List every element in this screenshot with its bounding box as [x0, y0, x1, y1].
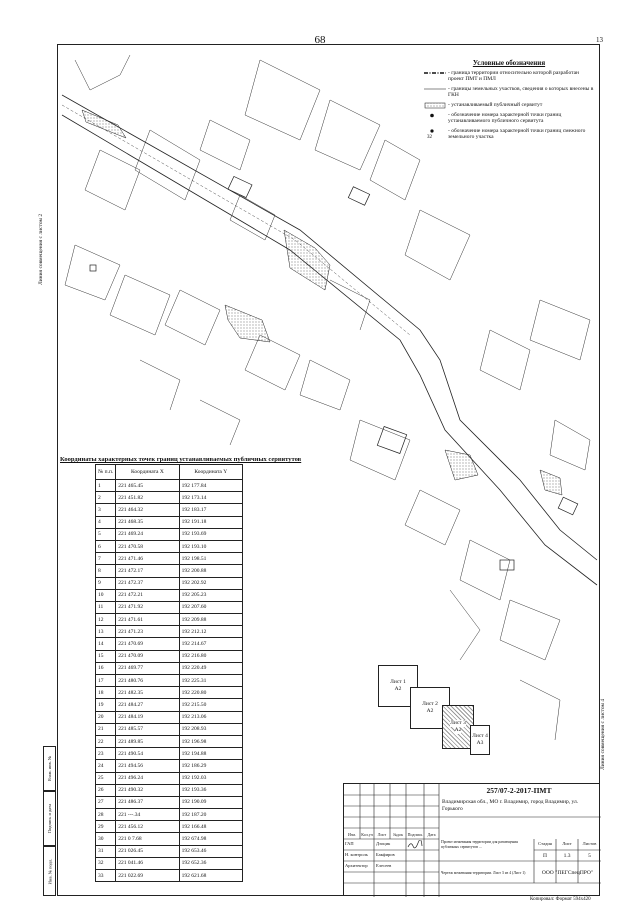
table-row: [96, 845, 243, 857]
point-number-cell: 20: [96, 711, 116, 723]
table-row: [96, 565, 243, 577]
x-coordinate-cell: 221 465.45: [116, 480, 179, 492]
legend-text: - граница территории относительно которой разработан проект ПМТ и ПМЛ: [448, 69, 579, 82]
stage-headers: Стадия Лист Листов: [538, 841, 597, 846]
x-coordinate-cell: 221 490.54: [116, 748, 179, 760]
table-row: [96, 821, 243, 833]
table-header-row: [96, 465, 243, 480]
x-coordinate-cell: 221 494.56: [116, 760, 179, 772]
x-coordinate-cell: 221 472.17: [116, 565, 179, 577]
point-number-cell: 30: [96, 833, 116, 845]
x-coordinate-cell: 221 496.24: [116, 772, 179, 784]
y-coordinate-cell: 192 177.84: [179, 480, 242, 492]
x-coordinate-cell: 221 470.69: [116, 638, 179, 650]
strip-cell: Подпись и дата: [43, 791, 56, 846]
sheet-3: Лист 3 А2: [442, 705, 474, 749]
point-number-cell: 4: [96, 516, 116, 528]
x-coordinate-cell: 221 026.45: [116, 845, 179, 857]
x-coordinate-cell: 221 471.61: [116, 614, 179, 626]
table-row: [96, 675, 243, 687]
point-number-cell: 12: [96, 614, 116, 626]
y-coordinate-cell: 192 209.88: [179, 614, 242, 626]
x-coordinate-cell: 221 490.32: [116, 784, 179, 796]
x-coordinate-cell: 221 482.35: [116, 687, 179, 699]
x-coordinate-cell: 221 472.21: [116, 589, 179, 601]
table-row: [96, 480, 243, 492]
table-row: [96, 589, 243, 601]
point-number-cell: 28: [96, 809, 116, 821]
x-coordinate-cell: 221 451.82: [116, 492, 179, 504]
table-row: [96, 784, 243, 796]
point-number-cell: 10: [96, 589, 116, 601]
project-location: Владимирская обл., МО г. Владимир, город Владимир, ул. Горького: [442, 799, 579, 812]
sheet-2: Лист 2 А2: [410, 687, 450, 729]
project-description: Проект межевания территории для размещения публичных сервитутов ...: [441, 840, 518, 849]
sheet-1: Лист 1 А2: [378, 665, 418, 707]
table-row: [96, 699, 243, 711]
y-coordinate-cell: 192 194.88: [179, 748, 242, 760]
point-number-cell: 17: [96, 675, 116, 687]
y-coordinate-cell: 192 166.48: [179, 821, 242, 833]
x-coordinate-cell: 221 469.77: [116, 662, 179, 674]
x-coordinate-cell: 221 470.09: [116, 650, 179, 662]
col-header: Координата Y: [179, 465, 242, 480]
point-number-cell: 7: [96, 553, 116, 565]
point-number-cell: 11: [96, 601, 116, 613]
role-norm: Н. контроль: [345, 852, 368, 857]
y-coordinate-cell: 192 193.10: [179, 540, 242, 552]
point-number-cell: 31: [96, 845, 116, 857]
col-header: Координата X: [116, 465, 179, 480]
table-row: [96, 833, 243, 845]
point-number-cell: 5: [96, 528, 116, 540]
y-coordinate-cell: 192 213.06: [179, 711, 242, 723]
legend: [424, 60, 594, 144]
y-coordinate-cell: 192 200.88: [179, 565, 242, 577]
y-coordinate-cell: 192 621.68: [179, 870, 242, 882]
name-arch: Елесеев: [376, 863, 392, 868]
point-number-cell: 26: [96, 784, 116, 796]
x-coordinate-cell: 221 484.19: [116, 711, 179, 723]
sheet-4: Лист 4 А3: [470, 725, 490, 755]
boundary-symbol: [424, 70, 448, 77]
name-norm: Бакфиров: [376, 852, 395, 857]
table-row: [96, 760, 243, 772]
table-row: [96, 711, 243, 723]
x-coordinate-cell: 221 0 7.68: [116, 833, 179, 845]
col-header: № п.п.: [96, 465, 116, 480]
table-row: [96, 614, 243, 626]
legend-item: [424, 102, 594, 109]
role-arch: Архитектор: [345, 863, 368, 868]
legend-item: [424, 70, 594, 83]
table-row: [96, 809, 243, 821]
servitude-symbol: [424, 102, 448, 109]
point-number-cell: 3: [96, 504, 116, 516]
point-number-cell: 27: [96, 796, 116, 808]
project-code: 257/07-2-2017-ПМТ: [486, 786, 552, 795]
page-number: 68: [314, 34, 326, 46]
coords-table: [95, 464, 243, 882]
title-block: [343, 783, 600, 896]
table-row: [96, 723, 243, 735]
y-coordinate-cell: 192 187.20: [179, 809, 242, 821]
approval-strip: [43, 746, 57, 896]
point-number-cell: 23: [96, 748, 116, 760]
table-row: [96, 516, 243, 528]
x-coordinate-cell: 221 480.76: [116, 675, 179, 687]
strip-cell: Взам. инв. №: [43, 746, 56, 791]
point-number-cell: 21: [96, 723, 116, 735]
x-coordinate-cell: 221 489.85: [116, 735, 179, 747]
y-coordinate-cell: 192 190.09: [179, 796, 242, 808]
legend-title: Условные обозначения: [472, 59, 546, 67]
stage-values: П 1.3 5: [543, 853, 591, 859]
legend-item: [424, 112, 594, 125]
y-coordinate-cell: 192 215.50: [179, 699, 242, 711]
y-coordinate-cell: 192 674.98: [179, 833, 242, 845]
point-number-cell: 24: [96, 760, 116, 772]
table-row: [96, 577, 243, 589]
point-number-cell: 14: [96, 638, 116, 650]
y-coordinate-cell: 192 212.12: [179, 626, 242, 638]
adjacent-point-symbol: [424, 128, 448, 138]
point-number-cell: 16: [96, 662, 116, 674]
point-number-cell: 9: [96, 577, 116, 589]
x-coordinate-cell: 221 471.23: [116, 626, 179, 638]
x-coordinate-cell: 221 484.27: [116, 699, 179, 711]
x-coordinate-cell: 221 456.12: [116, 821, 179, 833]
table-row: [96, 638, 243, 650]
coords-title: Координаты характерных точек границ устанавливаемых публичных сервитутов: [60, 456, 302, 463]
point-number-cell: 29: [96, 821, 116, 833]
legend-text: - обозначение номера характерной точки границ смежного земельного участка: [448, 127, 586, 140]
point-number-cell: 6: [96, 540, 116, 552]
y-coordinate-cell: 192 216.80: [179, 650, 242, 662]
table-row: [96, 735, 243, 747]
point-number-cell: 2: [96, 492, 116, 504]
match-line-left: Линия совмещения с листом 2: [38, 213, 44, 285]
name-gap: Дзоцик: [376, 841, 391, 846]
table-row: [96, 650, 243, 662]
role-gap: ГАП: [345, 841, 354, 846]
x-coordinate-cell: 221 464.32: [116, 504, 179, 516]
y-coordinate-cell: 192 205.23: [179, 589, 242, 601]
x-coordinate-cell: 221 041.46: [116, 857, 179, 869]
point-number-cell: 33: [96, 870, 116, 882]
y-coordinate-cell: 192 208.93: [179, 723, 242, 735]
x-coordinate-cell: 221 ---.34: [116, 809, 179, 821]
y-coordinate-cell: 192 198.51: [179, 553, 242, 565]
match-line-right: Линия совмещения с листом 4: [600, 698, 606, 770]
x-coordinate-cell: 221 471.46: [116, 553, 179, 565]
x-coordinate-cell: 221 486.37: [116, 796, 179, 808]
signature: [407, 840, 423, 850]
legend-text: - устанавливаемый публичный сервитут: [448, 101, 543, 108]
sheets-layout: [378, 665, 488, 755]
point-number-cell: 13: [96, 626, 116, 638]
svg-text:32: 32: [427, 134, 432, 138]
corner-number: 13: [596, 36, 603, 44]
table-row: [96, 553, 243, 565]
y-coordinate-cell: 192 207.60: [179, 601, 242, 613]
x-coordinate-cell: 221 471.92: [116, 601, 179, 613]
y-coordinate-cell: 192 202.92: [179, 577, 242, 589]
y-coordinate-cell: 192 653.46: [179, 845, 242, 857]
strip-cell: Инв. № подл.: [43, 846, 56, 896]
y-coordinate-cell: 192 220.49: [179, 662, 242, 674]
table-row: [96, 870, 243, 882]
table-row: [96, 601, 243, 613]
parcel-symbol: [424, 86, 448, 93]
point-number-cell: 32: [96, 857, 116, 869]
y-coordinate-cell: 192 225.31: [179, 675, 242, 687]
point-number-cell: 22: [96, 735, 116, 747]
point-number-cell: 8: [96, 565, 116, 577]
stamp-col-headers: Изм. Кол.уч Лист №док Подпись Дата: [348, 832, 436, 837]
company-name: ООО "ПЕГСпецПРО": [541, 870, 594, 876]
x-coordinate-cell: 221 470.58: [116, 540, 179, 552]
y-coordinate-cell: 192 193.36: [179, 784, 242, 796]
y-coordinate-cell: 192 183.17: [179, 504, 242, 516]
y-coordinate-cell: 192 214.67: [179, 638, 242, 650]
y-coordinate-cell: 192 652.36: [179, 857, 242, 869]
y-coordinate-cell: 192 173.14: [179, 492, 242, 504]
point-number-cell: 25: [96, 772, 116, 784]
table-row: [96, 748, 243, 760]
y-coordinate-cell: 192 191.18: [179, 516, 242, 528]
table-row: [96, 528, 243, 540]
point-number-cell: 15: [96, 650, 116, 662]
legend-item: [424, 86, 594, 99]
point-number-cell: 1: [96, 480, 116, 492]
point-number-cell: 18: [96, 687, 116, 699]
table-row: [96, 772, 243, 784]
y-coordinate-cell: 192 193.69: [179, 528, 242, 540]
y-coordinate-cell: 192 220.80: [179, 687, 242, 699]
point-symbol: [424, 112, 448, 119]
table-row: [96, 540, 243, 552]
y-coordinate-cell: 192 186.29: [179, 760, 242, 772]
drawing-title: Чертеж межевания территории. Лист 3 из 4 (Лист 1): [441, 871, 526, 875]
x-coordinate-cell: 221 022.69: [116, 870, 179, 882]
x-coordinate-cell: 221 472.37: [116, 577, 179, 589]
y-coordinate-cell: 192 192.03: [179, 772, 242, 784]
x-coordinate-cell: 221 468.35: [116, 516, 179, 528]
table-row: [96, 857, 243, 869]
table-row: [96, 796, 243, 808]
table-row: [96, 492, 243, 504]
format-note: Копировал: Формат 594x420: [530, 897, 591, 902]
legend-text: - границы земельных участков, сведения о которых внесены в ГКН: [448, 85, 594, 98]
table-row: [96, 662, 243, 674]
x-coordinate-cell: 221 485.57: [116, 723, 179, 735]
table-row: [96, 626, 243, 638]
y-coordinate-cell: 192 196.98: [179, 735, 242, 747]
legend-item: [424, 128, 594, 141]
table-row: [96, 687, 243, 699]
table-row: [96, 504, 243, 516]
x-coordinate-cell: 221 469.24: [116, 528, 179, 540]
point-number-cell: 19: [96, 699, 116, 711]
legend-text: - обозначение номера характерной точки границ устанавливаемого публичного сервитута: [448, 111, 562, 124]
